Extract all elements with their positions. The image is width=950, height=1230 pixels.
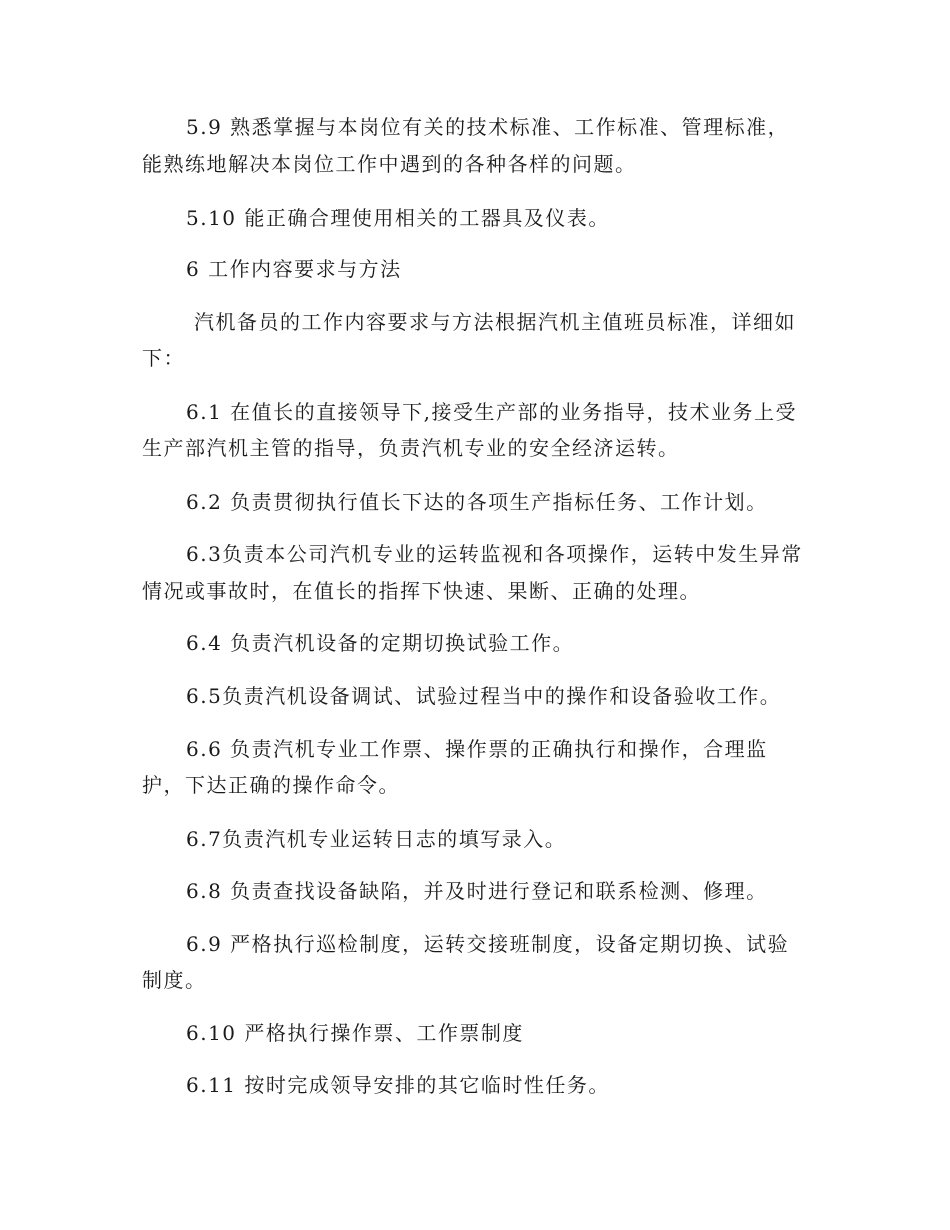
paragraph-6-5: 6.5负责汽机设备调试、试验过程当中的操作和设备验收工作。 [186,684,782,708]
paragraph-6-3-line-2: 情况或事故时，在值长的指挥下快速、果断、正确的处理。 [142,579,701,603]
paragraph-5-9-line-1: 5.9 熟悉掌握与本岗位有关的技术标准、工作标准、管理标准， [186,115,790,139]
paragraph-6-1-line-2: 生产部汽机主管的指导，负责汽机专业的安全经济运转。 [142,436,680,460]
paragraph-5-9-line-2: 能熟练地解决本岗位工作中遇到的各种各样的问题。 [142,152,637,176]
paragraph-6-11: 6.11 按时完成领导安排的其它临时性任务。 [186,1073,610,1097]
paragraph-6-3-line-1: 6.3负责本公司汽机专业的运转监视和各项操作，运转中发生异常 [186,542,803,566]
section-6-intro-line-1: 汽机备员的工作内容要求与方法根据汽机主值班员标准，详细如 [194,310,796,334]
paragraph-6-6-line-1: 6.6 负责汽机专业工作票、操作票的正确执行和操作，合理监 [186,737,768,761]
paragraph-6-9-line-2: 制度。 [142,968,207,992]
paragraph-6-6-line-2: 护，下达正确的操作命令。 [142,773,400,797]
paragraph-5-10: 5.10 能正确合理使用相关的工器具及仪表。 [186,206,610,230]
section-6-heading: 6 工作内容要求与方法 [186,257,402,281]
paragraph-6-7: 6.7负责汽机专业运转日志的填写录入。 [186,827,567,851]
paragraph-6-4: 6.4 负责汽机设备的定期切换试验工作。 [186,631,575,655]
paragraph-6-8: 6.8 负责查找设备缺陷，并及时进行登记和联系检测、修理。 [186,879,768,903]
paragraph-6-2: 6.2 负责贯彻执行值长下达的各项生产指标任务、工作计划。 [186,490,768,514]
paragraph-6-1-line-1: 6.1 在值长的直接领导下,接受生产部的业务指导，技术业务上受 [186,400,798,424]
paragraph-6-10: 6.10 严格执行操作票、工作票制度 [186,1021,524,1045]
section-6-intro-line-2: 下： [142,346,185,370]
paragraph-6-9-line-1: 6.9 严格执行巡检制度，运转交接班制度，设备定期切换、试验 [186,932,790,956]
